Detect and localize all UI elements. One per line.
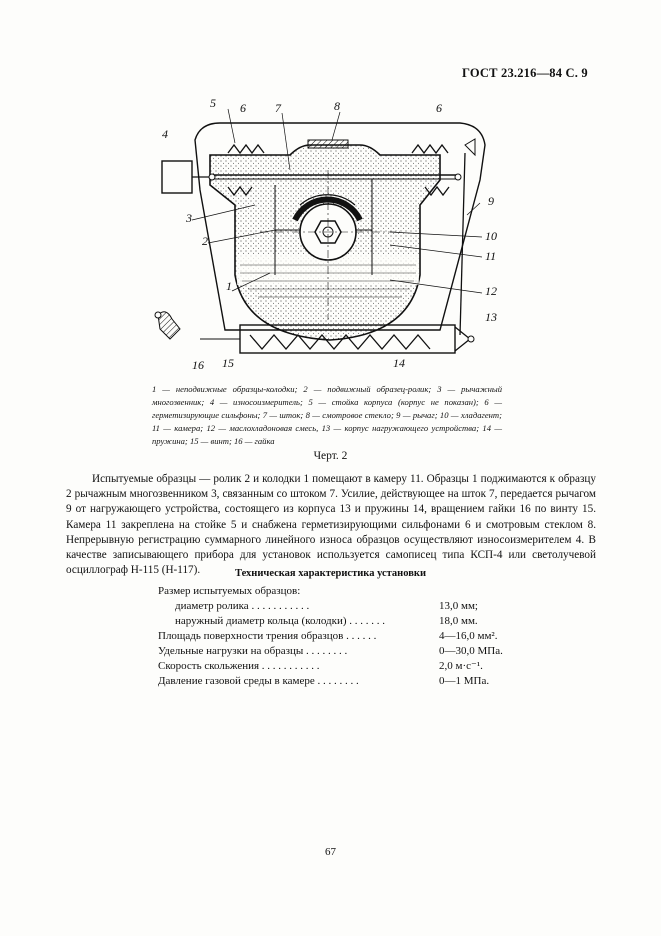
callout-label: 15 <box>222 356 234 370</box>
callout-label: 5 <box>210 96 216 110</box>
spec-list <box>158 584 548 689</box>
spec-label: диаметр ролика . . . . . . . . . . . <box>175 600 310 612</box>
body-paragraph: Испытуемые образцы — ролик 2 и колодки 1 помещают в камеру 11. Образцы 1 поджимаются к образцу 2 рычажным многозвенником 3, связанным со штоком 7. Усилие, действующее на шток 7, передается рычагом 9 от нагружающего устройства, состоящего из корпуса 13 и пружины 14, вращением гайки 16 по винту 15. Камера 11 закреплена на стойке 5 и снабжена герметизирующими сильфонами 6 и смотровым стеклом 8. Непрерывную регистрацию суммарного линейного износа образцов осуществляют износоизмерителем 4. В качестве записывающего прибора для установок используется самописец типа КСП-4 или светолучевой осциллограф Н-115 (Н-117). <box>66 473 596 577</box>
figure-title: Черт. 2 <box>313 450 348 462</box>
spec-value: 4—16,0 мм². <box>439 630 498 642</box>
callout-label: 2 <box>202 234 208 248</box>
spec-row <box>158 599 548 614</box>
callout-label: 4 <box>162 127 168 141</box>
spec-row <box>158 629 548 644</box>
technical-drawing <box>140 95 510 380</box>
spec-value: 2,0 м·с⁻¹. <box>439 660 483 672</box>
callout-label: 14 <box>393 356 405 370</box>
callout-label: 10 <box>485 229 497 243</box>
spec-row <box>158 674 548 689</box>
callout-label: 11 <box>485 249 497 263</box>
sight-glass <box>308 140 348 148</box>
spec-label: Удельные нагрузки на образцы . . . . . . . . <box>158 645 348 657</box>
wear-gauge <box>162 161 192 193</box>
spec-label: Давление газовой среды в камере . . . . . . . . <box>158 675 359 687</box>
spec-label: Площадь поверхности трения образцов . . . . . . <box>158 630 377 642</box>
spec-label: наружный диаметр кольца (колодки) . . . . . . . <box>175 615 386 627</box>
callout-label: 13 <box>485 310 497 324</box>
section-heading: Техническая характеристика установки <box>235 568 426 579</box>
callout-label: 7 <box>275 101 281 115</box>
callout-label: 16 <box>192 358 204 372</box>
spec-row <box>158 644 548 659</box>
callout-label: 6 <box>436 101 442 115</box>
spec-row <box>158 659 548 674</box>
spec-value: 0—30,0 МПа. <box>439 645 503 657</box>
spec-value: 0—1 МПа. <box>439 675 490 687</box>
page-header: ГОСТ 23.216—84 С. 9 <box>462 66 588 80</box>
page-number: 67 <box>325 846 336 858</box>
callout-label: 3 <box>186 211 192 225</box>
spec-group-label: Размер испытуемых образцов: <box>158 585 301 597</box>
callout-label: 1 <box>226 279 232 293</box>
figure-caption: 1 — неподвижные образцы-колодки; 2 — подвижный образец-ролик; 3 — рычажный многозвенник; 4 — износоизмеритель; 5 — стойка корпуса (корпус не показан); 6 — герметизирующие сильфоны; 7 — шток; 8 — смотровое стекло; 9 — рычаг; 10 — хладагент; 11 — камера; 12 — маслохладоновая смесь, 13 — корпус нагружающего устройства; 14 — пружина; 15 — винт; 16 — гайка <box>152 384 502 447</box>
spec-value: 13,0 мм; <box>439 600 478 612</box>
callout-label: 8 <box>334 99 340 113</box>
spec-value: 18,0 мм. <box>439 615 478 627</box>
callout-label: 9 <box>488 194 494 208</box>
spec-group-row <box>158 584 548 599</box>
spec-label: Скорость скольжения . . . . . . . . . . . <box>158 660 320 672</box>
callout-label: 12 <box>485 284 497 298</box>
callout-label: 6 <box>240 101 246 115</box>
spec-row <box>158 614 548 629</box>
